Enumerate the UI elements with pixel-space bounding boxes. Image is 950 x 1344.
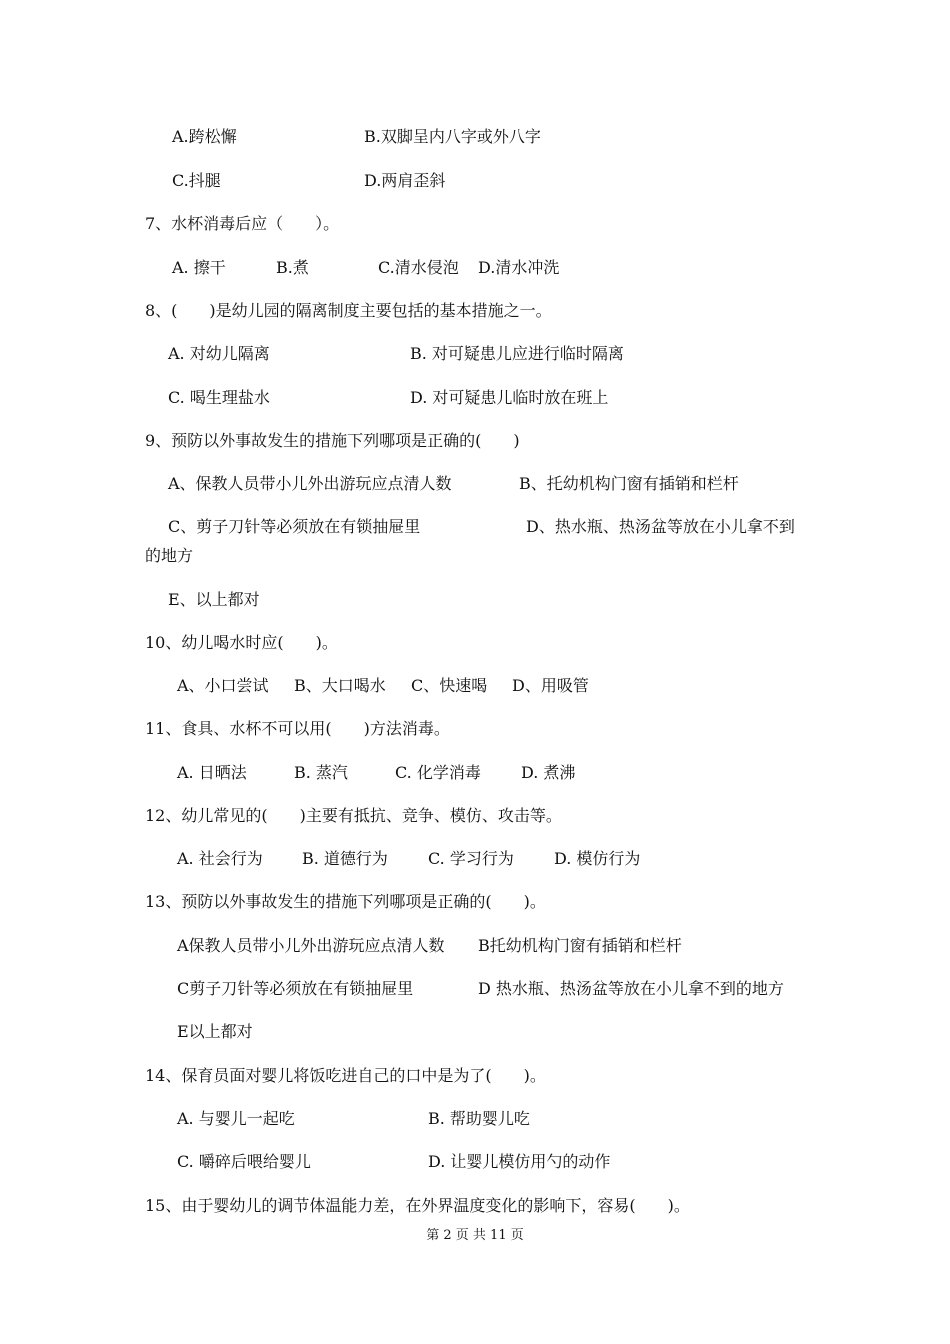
q13-option-b: B托幼机构门窗有插销和栏杆 xyxy=(478,936,682,955)
q13-option-a: A保教人员带小儿外出游玩应点清人数 xyxy=(177,936,445,955)
q10-option-a: A、小口尝试 xyxy=(177,676,269,695)
q7-option-a: A. 擦干 xyxy=(172,258,226,277)
q13-option-c: C剪子刀针等必须放在有锁抽屉里 xyxy=(177,979,414,998)
q12-stem: 12、幼儿常见的( )主要有抵抗、竞争、模仿、攻击等。 xyxy=(145,806,562,825)
q11-option-a: A. 日晒法 xyxy=(177,763,247,782)
q7-option-d: D.清水冲洗 xyxy=(478,258,560,277)
q9-option-a: A、保教人员带小儿外出游玩应点清人数 xyxy=(168,474,452,493)
q11-option-d: D. 煮沸 xyxy=(521,763,576,782)
q6-option-a: A.跨松懈 xyxy=(172,127,237,146)
q11-option-b: B. 蒸汽 xyxy=(294,763,348,782)
q9-option-e: E、以上都对 xyxy=(168,590,260,609)
q14-option-b: B. 帮助婴儿吃 xyxy=(428,1109,530,1128)
q7-stem: 7、水杯消毒后应（ ）。 xyxy=(145,214,340,233)
q8-option-b: B. 对可疑患儿应进行临时隔离 xyxy=(410,344,624,363)
q15-stem: 15、由于婴幼儿的调节体温能力差，在外界温度变化的影响下，容易( )。 xyxy=(145,1196,690,1215)
q9-option-d-continued: 的地方 xyxy=(145,546,194,565)
q11-option-c: C. 化学消毒 xyxy=(395,763,481,782)
q12-option-d: D. 模仿行为 xyxy=(554,849,641,868)
q7-option-c: C.清水侵泡 xyxy=(378,258,459,277)
q8-option-c: C. 喝生理盐水 xyxy=(168,388,270,407)
page-footer: 第 2 页 共 11 页 xyxy=(426,1228,524,1243)
q14-stem: 14、保育员面对婴儿将饭吃进自己的口中是为了( )。 xyxy=(145,1066,546,1085)
q10-option-b: B、大口喝水 xyxy=(294,676,386,695)
q13-option-d: D 热水瓶、热汤盆等放在小儿拿不到的地方 xyxy=(478,979,784,998)
q13-stem: 13、预防以外事故发生的措施下列哪项是正确的( )。 xyxy=(145,892,546,911)
q9-option-c: C、剪子刀针等必须放在有锁抽屉里 xyxy=(168,517,421,536)
q8-option-a: A. 对幼儿隔离 xyxy=(168,344,270,363)
q12-option-b: B. 道德行为 xyxy=(302,849,388,868)
q6-option-d: D.两肩歪斜 xyxy=(364,171,446,190)
q12-option-c: C. 学习行为 xyxy=(428,849,514,868)
q14-option-d: D. 让婴儿模仿用勺的动作 xyxy=(428,1152,611,1171)
q14-option-a: A. 与婴儿一起吃 xyxy=(177,1109,295,1128)
q9-option-d: D、热水瓶、热汤盆等放在小儿拿不到 xyxy=(526,517,795,536)
q10-stem: 10、幼儿喝水时应( )。 xyxy=(145,633,338,652)
q9-stem: 9、预防以外事故发生的措施下列哪项是正确的( ) xyxy=(145,431,520,450)
q7-option-b: B.煮 xyxy=(276,258,309,277)
q13-option-e: E以上都对 xyxy=(177,1022,253,1041)
q8-stem: 8、( )是幼儿园的隔离制度主要包括的基本措施之一。 xyxy=(145,301,552,320)
q11-stem: 11、食具、水杯不可以用( )方法消毒。 xyxy=(145,719,450,738)
q14-option-c: C. 嚼碎后喂给婴儿 xyxy=(177,1152,311,1171)
q8-option-d: D. 对可疑患儿临时放在班上 xyxy=(410,388,609,407)
q10-option-d: D、用吸管 xyxy=(512,676,589,695)
q6-option-b: B.双脚呈内八字或外八字 xyxy=(364,127,541,146)
q12-option-a: A. 社会行为 xyxy=(177,849,263,868)
q10-option-c: C、快速喝 xyxy=(411,676,488,695)
q6-option-c: C.抖腿 xyxy=(172,171,221,190)
q9-option-b: B、托幼机构门窗有插销和栏杆 xyxy=(519,474,739,493)
